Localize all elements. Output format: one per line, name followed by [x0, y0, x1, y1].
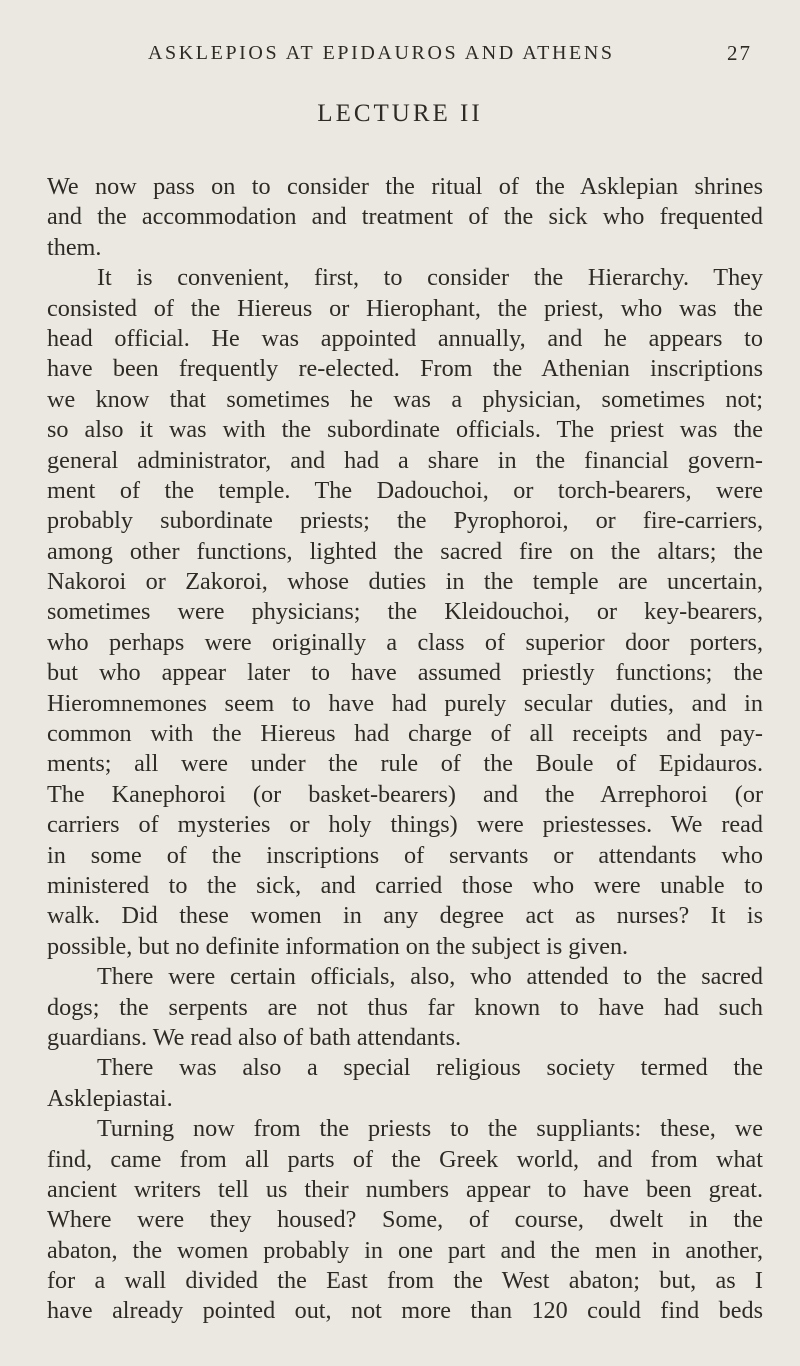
- text-line: ment of the temple. The Dadouchoi, or torch-bearers, were: [47, 476, 763, 504]
- text-line: sometimes were physicians; the Kleidouchoi, or key-bearers,: [47, 598, 763, 626]
- text-line: Hieromnemones seem to have had purely secular duties, and in: [47, 689, 763, 717]
- text-line: have been frequently re-elected. From the Athenian inscriptions: [47, 355, 763, 383]
- text-line: possible, but no definite information on the subject is given.: [47, 932, 629, 960]
- text-line: find, came from all parts of the Greek world, and from what: [47, 1145, 763, 1173]
- text-line: guardians. We read also of bath attendants.: [47, 1023, 462, 1051]
- text-line: There were certain officials, also, who attended to the sacred: [97, 963, 763, 991]
- text-line: general administrator, and had a share in the financial govern-: [47, 446, 763, 474]
- text-line: Nakoroi or Zakoroi, whose duties in the temple are uncertain,: [47, 568, 763, 596]
- body-text: [47, 172, 763, 1327]
- text-line: We now pass on to consider the ritual of the Asklepian shrines: [47, 173, 763, 200]
- text-line: The Kanephoroi (or basket-bearers) and the Arrephoroi (or: [47, 780, 763, 808]
- text-line: Asklepiastai.: [47, 1084, 173, 1112]
- text-line: There was also a special religious society termed the: [97, 1054, 763, 1082]
- text-line: abaton, the women probably in one part and the men in another,: [47, 1236, 763, 1264]
- text-line: ancient writers tell us their numbers appear to have been great.: [47, 1175, 763, 1203]
- text-line: who perhaps were originally a class of superior door porters,: [47, 628, 763, 656]
- text-line: for a wall divided the East from the West abaton; but, as I: [47, 1267, 763, 1295]
- text-line: It is convenient, first, to consider the Hierarchy. They: [97, 264, 763, 292]
- text-line: head official. He was appointed annually, and he appears to: [47, 324, 763, 352]
- text-line: carriers of mysteries or holy things) were priestesses. We read: [47, 811, 763, 839]
- text-line: dogs; the serpents are not thus far known to have had such: [47, 993, 763, 1021]
- text-line: among other functions, lighted the sacred fire on the altars; the: [47, 537, 763, 565]
- text-line: but who appear later to have assumed priestly functions; the: [47, 659, 763, 687]
- running-head: [0, 40, 800, 70]
- text-line: Turning now from the priests to the suppliants: these, we: [97, 1115, 763, 1143]
- page-number: 27: [727, 41, 752, 65]
- text-line: ments; all were under the rule of the Boule of Epidauros.: [47, 750, 763, 778]
- text-line: have already pointed out, not more than 120 could find beds: [47, 1297, 763, 1325]
- text-line: them.: [47, 233, 102, 261]
- text-line: consisted of the Hiereus or Hierophant, the priest, who was the: [47, 294, 763, 322]
- text-line: common with the Hiereus had charge of all receipts and pay-: [47, 720, 763, 748]
- running-title: ASKLEPIOS AT EPIDAUROS AND ATHENS: [148, 42, 615, 64]
- text-line: in some of the inscriptions of servants or attendants who: [47, 841, 763, 869]
- text-line: walk. Did these women in any degree act as nurses? It is: [47, 902, 763, 930]
- text-line: we know that sometimes he was a physician, sometimes not;: [47, 385, 763, 413]
- text-line: Where were they housed? Some, of course, dwelt in the: [47, 1206, 763, 1234]
- text-line: so also it was with the subordinate officials. The priest was the: [47, 416, 763, 444]
- text-line: and the accommodation and treatment of the sick who frequented: [47, 203, 763, 231]
- text-line: ministered to the sick, and carried those who were unable to: [47, 871, 763, 899]
- text-line: probably subordinate priests; the Pyrophoroi, or fire-carriers,: [47, 507, 763, 535]
- chapter-title: LECTURE II: [317, 100, 483, 127]
